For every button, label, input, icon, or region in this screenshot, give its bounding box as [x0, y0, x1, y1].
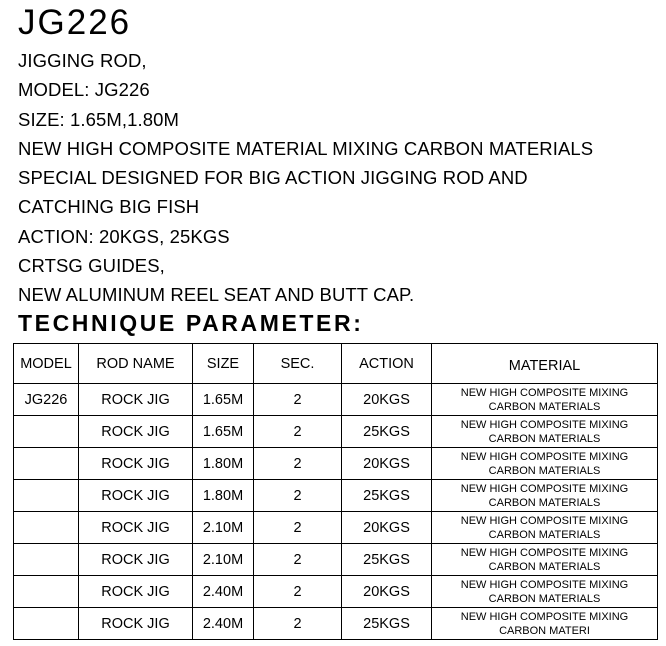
cell-sec: 2	[254, 512, 342, 544]
section-title: TECHNIQUE PARAMETER:	[18, 310, 364, 336]
material-line-2: CARBON MATERIALS	[488, 464, 601, 477]
material-line-2: CARBON MATERIALS	[488, 528, 601, 541]
table-row	[14, 608, 658, 640]
material-line-1: NEW HIGH COMPOSITE MIXING	[460, 610, 629, 623]
cell-size: 2.10M	[193, 512, 254, 544]
table-row	[14, 576, 658, 608]
cell-sec: 2	[254, 384, 342, 416]
table-row	[14, 544, 658, 576]
description-line: ACTION: 20KGS, 25KGS	[18, 225, 230, 247]
material-line-1: NEW HIGH COMPOSITE MIXING	[460, 450, 629, 463]
cell-material	[432, 416, 658, 448]
cell-size: 2.40M	[193, 608, 254, 640]
cell-model: JG226	[14, 384, 79, 416]
cell-model	[14, 544, 79, 576]
cell-action: 20KGS	[342, 384, 432, 416]
table-row	[14, 416, 658, 448]
cell-sec: 2	[254, 480, 342, 512]
header-model: MODEL	[14, 344, 79, 384]
cell-action: 20KGS	[342, 576, 432, 608]
cell-model	[14, 608, 79, 640]
header-sec: SEC.	[254, 344, 342, 384]
cell-material	[432, 384, 658, 416]
material-line-2: CARBON MATERI	[499, 624, 590, 637]
cell-action: 25KGS	[342, 480, 432, 512]
material-line-1: NEW HIGH COMPOSITE MIXING	[460, 418, 629, 431]
cell-size: 2.10M	[193, 544, 254, 576]
table-row	[14, 448, 658, 480]
cell-model	[14, 416, 79, 448]
cell-rod-name: ROCK JIG	[79, 576, 193, 608]
material-line-1: NEW HIGH COMPOSITE MIXING	[460, 386, 629, 399]
cell-material	[432, 544, 658, 576]
cell-size: 1.65M	[193, 384, 254, 416]
description-line: NEW HIGH COMPOSITE MATERIAL MIXING CARBON MATERIALS	[18, 137, 594, 159]
header-rod-name: ROD NAME	[79, 344, 193, 384]
material-line-1: NEW HIGH COMPOSITE MIXING	[460, 578, 629, 591]
cell-material	[432, 576, 658, 608]
description-line: CATCHING BIG FISH	[18, 196, 200, 218]
parameter-table	[13, 343, 658, 640]
material-line-1: NEW HIGH COMPOSITE MIXING	[460, 546, 629, 559]
description-line: JIGGING ROD,	[18, 50, 147, 71]
table-row	[14, 512, 658, 544]
cell-rod-name: ROCK JIG	[79, 608, 193, 640]
cell-action: 25KGS	[342, 416, 432, 448]
cell-model	[14, 480, 79, 512]
header-size: SIZE	[193, 344, 254, 384]
material-line-2: CARBON MATERIALS	[488, 592, 601, 605]
cell-sec: 2	[254, 544, 342, 576]
cell-rod-name: ROCK JIG	[79, 512, 193, 544]
table-row	[14, 384, 658, 416]
cell-action: 25KGS	[342, 544, 432, 576]
cell-material	[432, 480, 658, 512]
cell-sec: 2	[254, 416, 342, 448]
cell-rod-name: ROCK JIG	[79, 416, 193, 448]
page-title: JG226	[18, 3, 132, 42]
header-material: MATERIAL	[432, 344, 658, 384]
cell-model	[14, 576, 79, 608]
description-line: NEW ALUMINUM REEL SEAT AND BUTT CAP.	[18, 284, 415, 306]
description-line: SPECIAL DESIGNED FOR BIG ACTION JIGGING ROD AND	[18, 167, 528, 189]
table-row	[14, 480, 658, 512]
cell-material	[432, 512, 658, 544]
cell-action: 20KGS	[342, 448, 432, 480]
cell-sec: 2	[254, 448, 342, 480]
cell-action: 20KGS	[342, 512, 432, 544]
cell-size: 1.80M	[193, 480, 254, 512]
cell-rod-name: ROCK JIG	[79, 384, 193, 416]
description-line: MODEL: JG226	[18, 79, 150, 101]
cell-model	[14, 512, 79, 544]
cell-size: 1.65M	[193, 416, 254, 448]
cell-material	[432, 608, 658, 640]
cell-rod-name: ROCK JIG	[79, 448, 193, 480]
material-line-2: CARBON MATERIALS	[488, 432, 601, 445]
cell-sec: 2	[254, 576, 342, 608]
cell-size: 1.80M	[193, 448, 254, 480]
material-line-2: CARBON MATERIALS	[488, 496, 601, 509]
description-line: CRTSG GUIDES,	[18, 255, 165, 277]
product-description	[18, 46, 593, 310]
table-header-row	[14, 344, 658, 384]
material-line-2: CARBON MATERIALS	[488, 400, 601, 413]
cell-size: 2.40M	[193, 576, 254, 608]
cell-rod-name: ROCK JIG	[79, 480, 193, 512]
cell-sec: 2	[254, 608, 342, 640]
material-line-1: NEW HIGH COMPOSITE MIXING	[460, 482, 629, 495]
material-line-2: CARBON MATERIALS	[488, 560, 601, 573]
material-line-1: NEW HIGH COMPOSITE MIXING	[460, 514, 629, 527]
cell-material	[432, 448, 658, 480]
cell-rod-name: ROCK JIG	[79, 544, 193, 576]
description-line: SIZE: 1.65M,1.80M	[18, 108, 180, 130]
cell-action: 25KGS	[342, 608, 432, 640]
cell-model	[14, 448, 79, 480]
header-action: ACTION	[342, 344, 432, 384]
